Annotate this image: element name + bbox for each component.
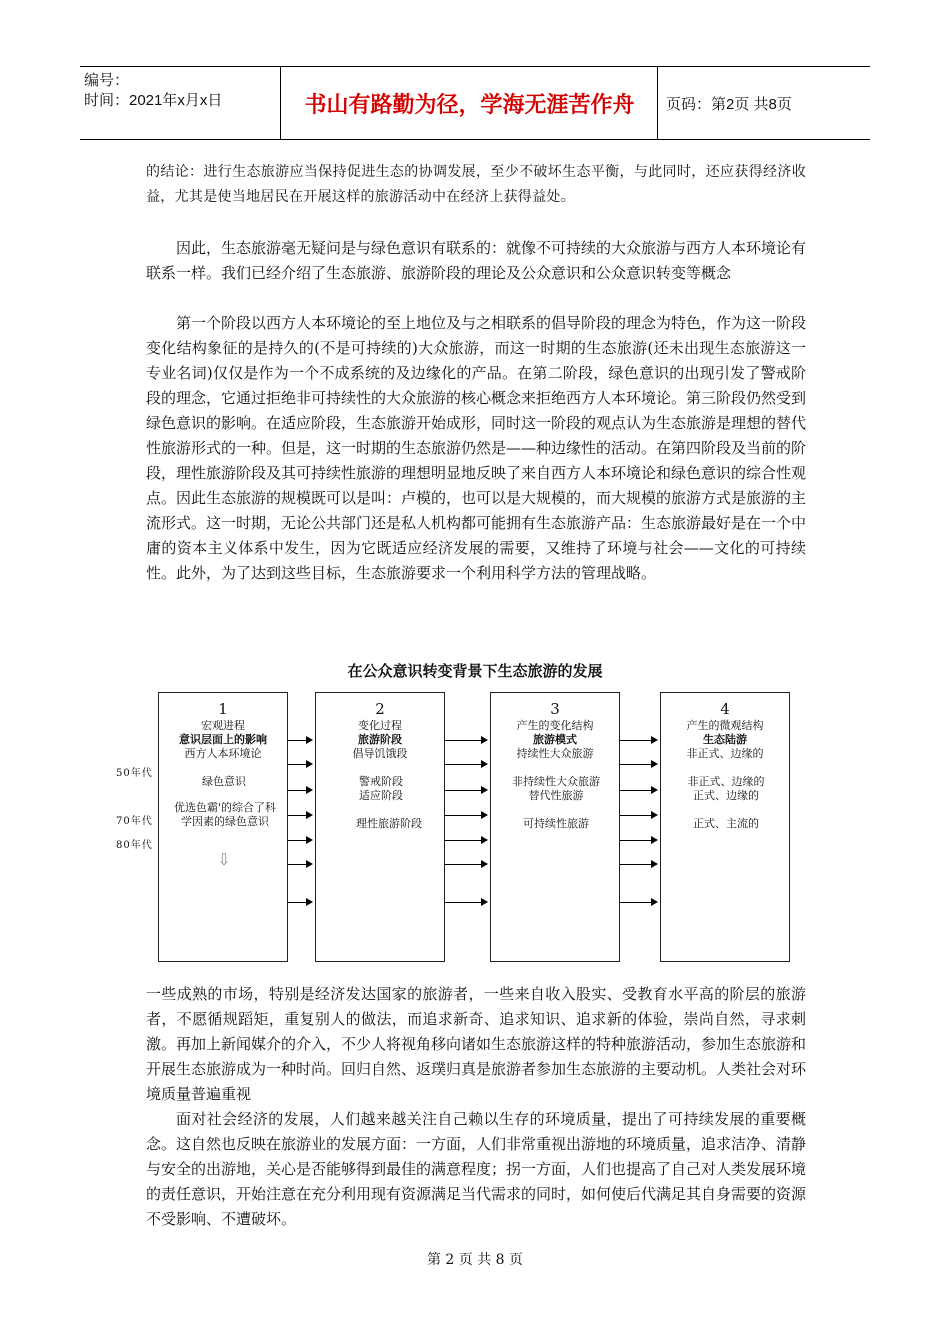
connector-arrow xyxy=(620,764,656,765)
diagram-box-3 xyxy=(490,692,620,962)
box-number: 2 xyxy=(375,700,385,718)
box-item: 正式、主流的 xyxy=(693,817,759,830)
connector-arrow xyxy=(620,902,656,903)
box-item: 绿色意识 xyxy=(202,775,246,788)
decade-label: 80年代 xyxy=(116,840,153,851)
paragraph-3: 第一个阶段以西方人本环境论的至上地位及与之相联系的倡导阶段的理念为特色，作为这一阶段变化结构象征的是持久的(不是可持续的)大众旅游，而这一时期的生态旅游(还未出现生态旅游这一专业名词)仅仅是作为一个不成系统的及边缘化的产品。在第二阶段，绿色意识的出现引发了警戒阶段的理念，它通过拒绝非可持续性的大众旅游的核心概念来拒绝西方人本环境论。第三阶段仍然受到绿色意识的影响。在适应阶段，生态旅游开始成形，同时这一阶段的观点认为生态旅游是理想的替代性旅游形式的一种。但是，这一时期的生态旅游仍然是——种边缘性的活动。在第四阶段及当前的阶段，理性旅游阶段及其可持续性旅游的理想明显地反映了来自西方人本环境论和绿色意识的综合性观点。因此生态旅游的规模既可以是叫：卢模的，也可以是大规模的，而大规模的旅游方式是旅游的主流形式。这一时期，无论公共部门还是私人机构都可能拥有生态旅游产品：生态旅游最好是在一个中庸的资本主义体系中发生，因为它既适应经济发展的需要，又维持了环境与社会——文化的可持续性。此外，为了达到这些目标，生态旅游要求一个利用科学方法的管理战略。 xyxy=(146,314,807,582)
connector-arrow xyxy=(288,840,311,841)
box-number: 1 xyxy=(218,700,228,718)
connector-arrow xyxy=(288,864,311,865)
connector-arrow xyxy=(445,864,486,865)
connector-arrow xyxy=(288,902,311,903)
box-heading: 旅游模式 xyxy=(533,733,577,746)
connector-arrow xyxy=(620,840,656,841)
box-subtitle: 变化过程 xyxy=(358,719,402,732)
down-arrow-icon: ⇩ xyxy=(217,850,231,869)
diagram-box-4 xyxy=(660,692,790,962)
decade-label: 50年代 xyxy=(116,768,153,779)
diagram-box-2 xyxy=(315,692,445,962)
box-number: 3 xyxy=(550,700,560,718)
connector-arrow xyxy=(620,740,656,741)
paragraph-2: 因此，生态旅游毫无疑问是与绿色意识有联系的：就像不可持续的大众旅游与西方人本环境论有联系一样。我们已经介绍了生态旅游、旅游阶段的理论及公众意识和公众意识转变等概念 xyxy=(146,239,807,282)
connector-arrow xyxy=(445,840,486,841)
box-subtitle: 宏观进程 xyxy=(201,719,245,732)
paragraph-4: 一些成熟的市场，特别是经济发达国家的旅游者，一些来自收入股实、受教育水平高的阶层的旅游者，不愿循规蹈矩，重复别人的做法，而追求新奇、追求知识、追求新的体验，崇尚自然，寻求刺激。再加上新闻媒介的介入，不少人将视角移向诸如生态旅游这样的特种旅游活动，参加生态旅游和开展生态旅游成为一种时尚。回归自然、返璞归真是旅游者参加生态旅游的主要动机。人类社会对环境质量普遍重视 xyxy=(146,985,807,1103)
box-item: 非正式、边缘的 xyxy=(686,747,764,760)
box-item: 理性旅游阶段 xyxy=(356,817,422,830)
box-item: 西方人本环境论 xyxy=(184,747,262,760)
box-item: 替代性旅游 xyxy=(528,789,584,802)
box-item: 非持续性大众旅游 xyxy=(512,775,600,788)
connector-arrow xyxy=(620,815,656,816)
box-heading: 旅游阶段 xyxy=(358,733,402,746)
connector-arrow xyxy=(288,815,311,816)
header-meta xyxy=(80,67,281,139)
connector-arrow xyxy=(445,764,486,765)
header-page-label: 页码：第2页 共8页 xyxy=(666,95,792,113)
number-label: 编号： xyxy=(84,72,130,89)
box-item: 持续性大众旅游 xyxy=(516,747,594,760)
decade-label: 70年代 xyxy=(116,816,153,827)
box-heading: 生态陆游 xyxy=(703,733,747,746)
box-item: 非正式、边缘的 xyxy=(687,775,765,788)
diagram-title: 在公众意识转变背景下生态旅游的发展 xyxy=(347,662,603,680)
connector-arrow xyxy=(445,815,486,816)
box-heading: 意识层面上的影响 xyxy=(179,733,267,746)
connector-arrow xyxy=(445,740,486,741)
page-footer: 第 2 页 共 8 页 xyxy=(426,1252,524,1268)
connector-arrow xyxy=(445,790,486,791)
paragraph-5: 面对社会经济的发展，人们越来越关注自己赖以生存的环境质量，提出了可持续发展的重要概念。这自然也反映在旅游业的发展方面：一方面，人们非常重视出游地的环境质量，追求洁净、清静与安全的出游地，关心是否能够得到最佳的满意程度；拐一方面，人们也提高了自己对人类发展环境的责任意识，开始注意在充分利用现有资源满足当代需求的同时，如何使后代满足其自身需要的资源不受影响、不遭破坏。 xyxy=(146,1110,807,1228)
box-subtitle: 产生的变化结构 xyxy=(516,719,594,732)
header-motto: 书山有路勤为径，学海无涯苦作舟 xyxy=(282,67,658,139)
connector-arrow xyxy=(288,790,311,791)
box-item: 警戒阶段 xyxy=(359,775,403,788)
date-label: 时间：2021年x月x日 xyxy=(84,92,223,109)
connector-arrow xyxy=(288,764,311,765)
box-number: 4 xyxy=(720,700,730,718)
box-item: 正式、边缘的 xyxy=(693,789,759,802)
box-subtitle: 产生的微观结构 xyxy=(686,719,764,732)
box-item: 优选色霸'的综合了科学因素的绿色意识 xyxy=(173,801,277,828)
paragraph-1: 的结论：进行生态旅游应当保持促进生态的协调发展，至少不破坏生态平衡，与此同时，还应获得经济收益，尤其是使当地居民在开展这样的旅游活动中在经济上获得益处。 xyxy=(146,164,806,205)
connector-arrow xyxy=(620,864,656,865)
connector-arrow xyxy=(620,790,656,791)
box-item: 适应阶段 xyxy=(359,789,403,802)
page-header xyxy=(80,66,870,140)
connector-arrow xyxy=(288,740,311,741)
box-item: 倡导饥饿段 xyxy=(352,747,408,760)
diagram-box-1 xyxy=(158,692,288,962)
connector-arrow xyxy=(445,902,486,903)
box-item: 可持续性旅游 xyxy=(523,817,589,830)
